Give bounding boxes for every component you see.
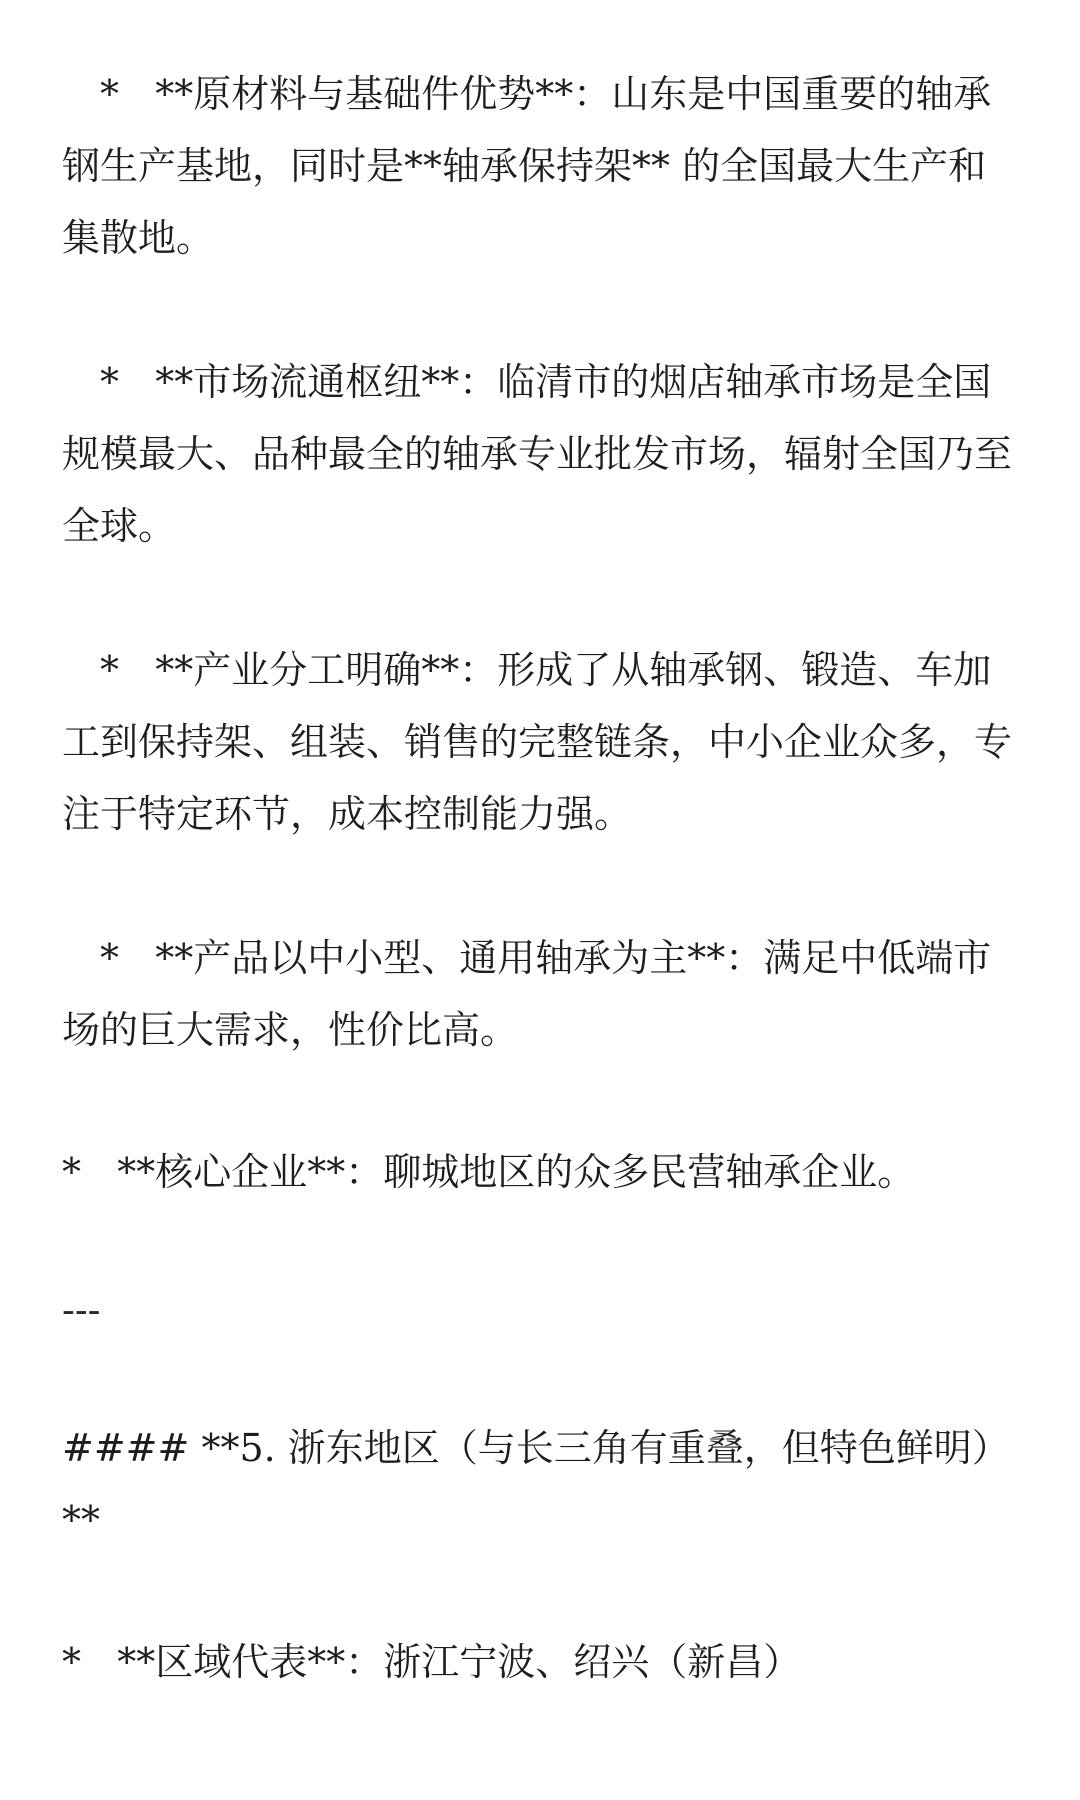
bullet-core-enterprises: * **核心企业**：聊城地区的众多民营轴承企业。 — [62, 1150, 916, 1194]
section-heading: #### **5. 浙东地区（与长三角有重叠，但特色鲜明）** — [62, 1426, 1010, 1542]
bullet-products: * **产品以中小型、通用轴承为主**：满足中低端市场的巨大需求，性价比高。 — [62, 936, 992, 1052]
bullet-industry-division: * **产业分工明确**：形成了从轴承钢、锻造、车加工到保持架、组装、销售的完整链条，中小企业众多，专注于特定环节，成本控制能力强。 — [62, 648, 1013, 836]
horizontal-rule-text: --- — [62, 1288, 101, 1332]
bullet-raw-materials: * **原材料与基础件优势**：山东是中国重要的轴承钢生产基地，同时是**轴承保持架** 的全国最大生产和集散地。 — [62, 72, 992, 260]
document-body — [62, 58, 1020, 1698]
bullet-market-hub: * **市场流通枢纽**：临清市的烟店轴承市场是全国规模最大、品种最全的轴承专业批发市场，辐射全国乃至全球。 — [62, 360, 1013, 548]
bullet-region-representatives: * **区域代表**：浙江宁波、绍兴（新昌） — [62, 1640, 802, 1684]
